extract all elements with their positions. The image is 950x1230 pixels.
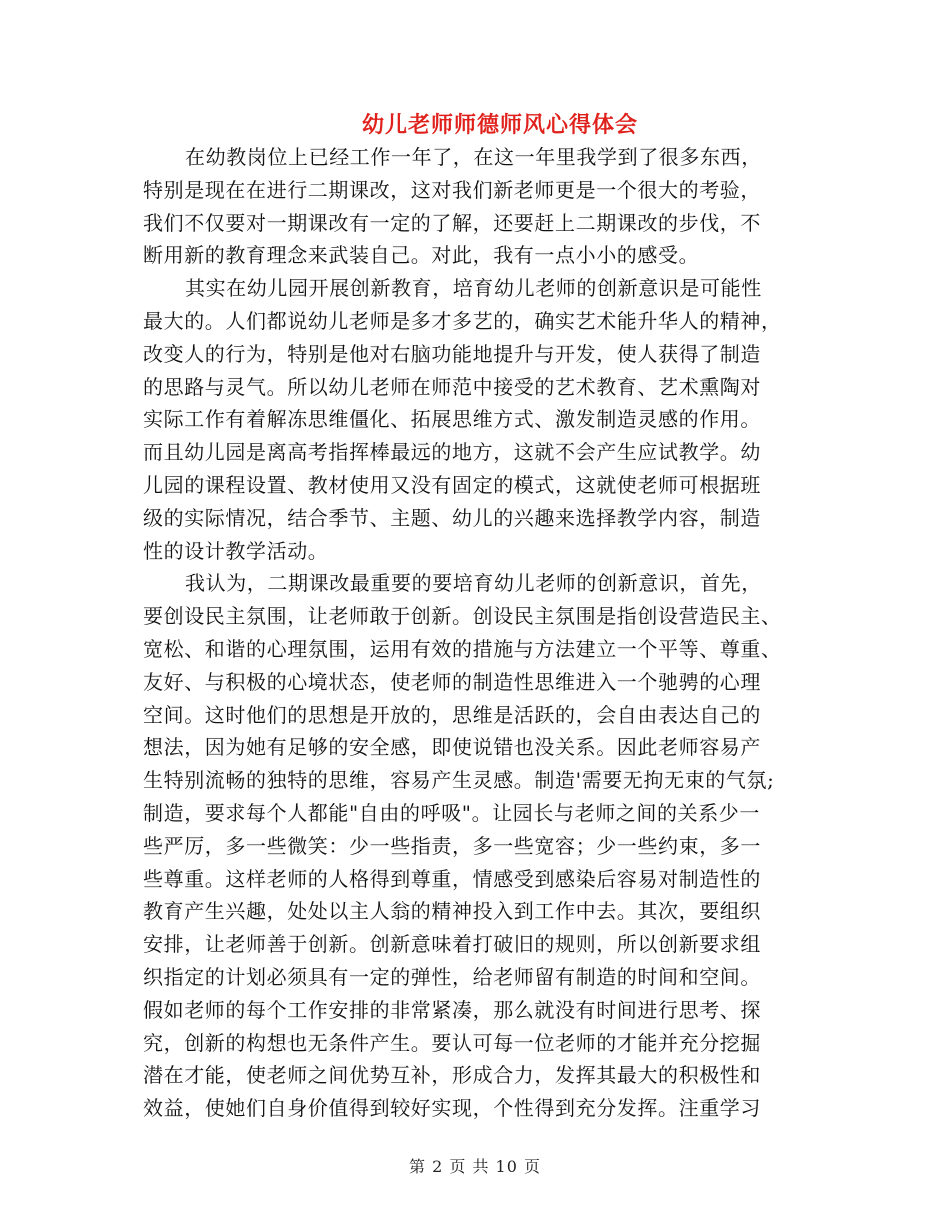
text-line: 空间。这时他们的思想是开放的，思维是活跃的，会自由表达自己的 [143, 702, 761, 727]
text-line: 安排，让老师善于创新。创新意味着打破旧的规则，所以创新要求组 [143, 932, 761, 957]
text-line: 教育产生兴趣，处处以主人翁的精神投入到工作中去。其次，要组织 [143, 899, 761, 924]
text-line: 制造，要求每个人都能"自由的呼吸"。让园长与老师之间的关系少一 [143, 800, 760, 825]
text-line: 假如老师的每个工作安排的非常紧凑，那么就没有时间进行思考、探 [143, 997, 761, 1022]
text-line: 特别是现在在进行二期课改，这对我们新老师更是一个很大的考验， [143, 177, 761, 202]
text-line: 潜在才能，使老师之间优势互补，形成合力，发挥其最大的积极性和 [143, 1063, 761, 1088]
text-line: 友好、与积极的心境状态，使老师的制造性思维进入一个驰骋的心理 [143, 669, 761, 694]
text-line: 要创设民主氛围，让老师敢于创新。创设民主氛围是指创设营造民主、 [143, 604, 782, 629]
text-line: 生特别流畅的独特的思维，容易产生灵感。制造'需要无拘无束的气氛; [143, 768, 775, 793]
text-line: 织指定的计划必须具有一定的弹性，给老师留有制造的时间和空间。 [143, 964, 761, 989]
text-line: 最大的。人们都说幼儿老师是多才多艺的，确实艺术能升华人的精神， [143, 308, 782, 333]
text-line: 改变人的行为，特别是他对右脑功能地提升与开发，使人获得了制造 [143, 341, 761, 366]
text-line: 的思路与灵气。所以幼儿老师在师范中接受的艺术教育、艺术熏陶对 [143, 374, 761, 399]
text-line: 些尊重。这样老师的人格得到尊重，情感受到感染后容易对制造性的 [143, 866, 761, 891]
text-line: 断用新的教育理念来武装自己。对此，我有一点小小的感受。 [143, 243, 700, 268]
text-line: 在幼教岗位上已经工作一年了，在这一年里我学到了很多东西， [185, 145, 762, 169]
text-line: 效益，使她们自身价值得到较好实现，个性得到充分发挥。注重学习 [143, 1096, 761, 1121]
text-line: 我们不仅要对一期课改有一定的了解，还要赶上二期课改的步伐，不 [143, 210, 761, 235]
text-line: 想法，因为她有足够的安全感，即使说错也没关系。因此老师容易产 [143, 735, 761, 760]
text-line: 我认为，二期课改最重要的要培育幼儿老师的创新意识，首先， [185, 571, 762, 596]
text-line: 些严厉，多一些微笑：少一些指责，多一些宽容；少一些约束，多一 [143, 833, 761, 858]
text-line: 儿园的课程设置、教材使用又没有固定的模式，这就使老师可根据班 [143, 472, 761, 497]
text-line: 而且幼儿园是离高考指挥棒最远的地方，这就不会产生应试教学。幼 [143, 440, 761, 465]
text-line: 性的设计教学活动。 [143, 538, 329, 563]
document-body [143, 141, 813, 1125]
document-title: 幼儿老师师德师风心得体会 [361, 112, 638, 138]
text-line: 实际工作有着解冻思维僵化、拓展思维方式、激发制造灵感的作用。 [143, 407, 761, 432]
text-line: 宽松、和谐的心理氛围，运用有效的措施与方法建立一个平等、尊重、 [143, 636, 782, 661]
page-footer: 第 2 页 共 10 页 [409, 1157, 541, 1176]
text-line: 其实在幼儿园开展创新教育，培育幼儿老师的创新意识是可能性 [185, 276, 762, 301]
text-line: 究，创新的构想也无条件产生。要认可每一位老师的才能并充分挖掘 [143, 1030, 761, 1055]
text-line: 级的实际情况，结合季节、主题、幼儿的兴趣来选择教学内容，制造 [143, 505, 761, 530]
